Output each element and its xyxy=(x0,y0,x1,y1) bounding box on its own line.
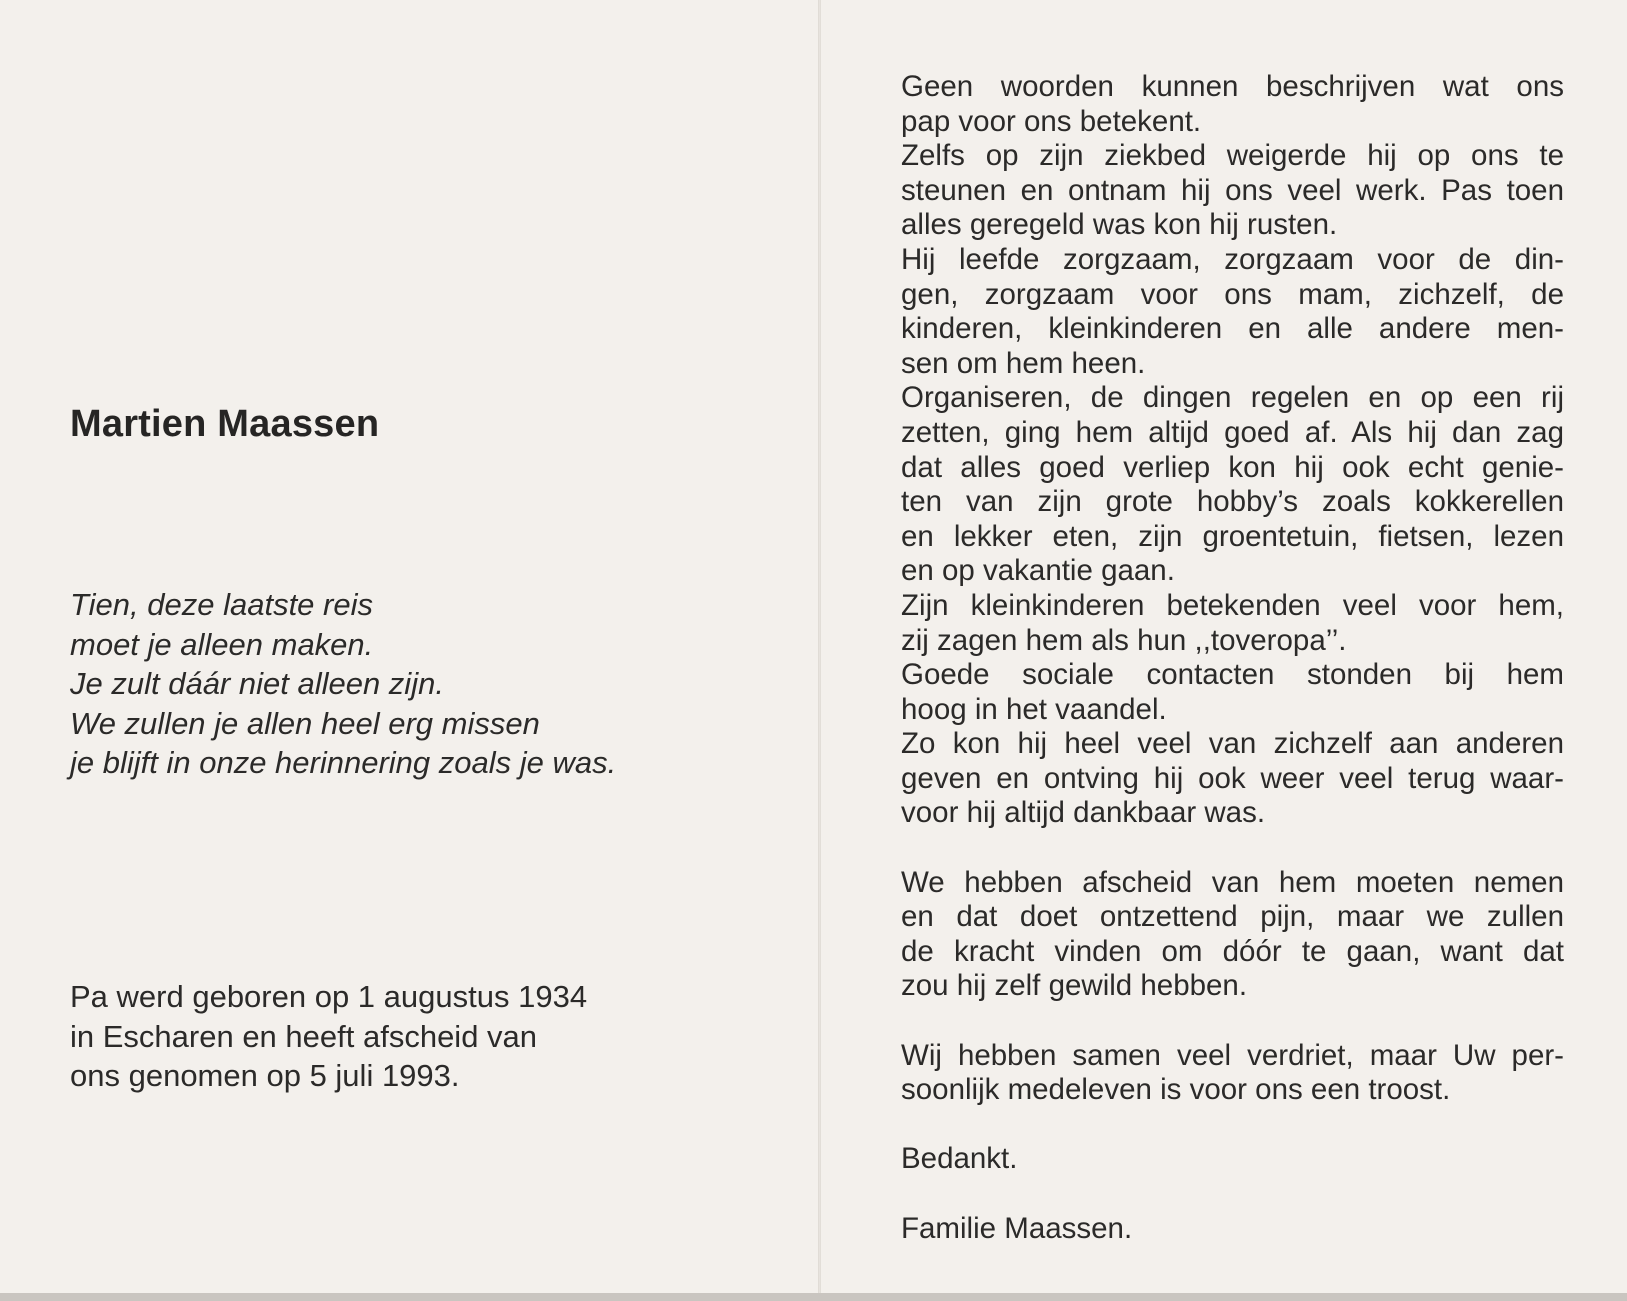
tribute-text xyxy=(901,70,1564,831)
text-line: ten van zijn grote hobby’s zoals kokkerellen xyxy=(901,485,1564,519)
text-line: zou hij zelf gewild hebben. xyxy=(901,969,1248,1003)
poem-line: We zullen je allen heel erg missen xyxy=(70,705,540,741)
poem xyxy=(70,585,616,783)
text-line: hoog in het vaandel. xyxy=(901,692,1167,726)
text-line: de kracht vinden om dóór te gaan, want dat xyxy=(901,934,1564,968)
text-line: zetten, ging hem altijd goed af. Als hij dan zag xyxy=(901,415,1564,449)
text-paragraph xyxy=(901,866,1564,1004)
text-line: Zo kon hij heel veel van zichzelf aan anderen xyxy=(901,727,1564,761)
text-line: en dat doet ontzettend pijn, maar we zullen xyxy=(901,900,1564,934)
text-line: Zijn kleinkinderen betekenden veel voor hem, xyxy=(901,588,1564,622)
text-line: steunen en ontnam hij ons veel werk. Pas toen xyxy=(901,173,1564,207)
birth-death-text xyxy=(70,977,587,1096)
text-line: Hij leefde zorgzaam, zorgzaam voor de din- xyxy=(901,242,1564,276)
birth-line: Pa werd geboren op 1 augustus 1934 xyxy=(70,979,588,1014)
birth-line: in Escharen en heeft afscheid van xyxy=(70,1018,538,1054)
text-line: en lekker eten, zijn groentetuin, fietsen, lezen xyxy=(901,519,1564,553)
family-signature: Familie Maassen. xyxy=(901,1211,1133,1245)
text-paragraph xyxy=(901,139,1564,243)
birth-line: ons genomen op 5 juli 1993. xyxy=(70,1058,460,1093)
text-paragraph xyxy=(901,727,1564,831)
text-line: Goede sociale contacten stonden bij hem xyxy=(901,658,1564,692)
text-line: gen, zorgzaam voor ons mam, zichzelf, de xyxy=(901,277,1564,311)
text-paragraph xyxy=(901,70,1564,139)
text-line: Zelfs op zijn ziekbed weigerde hij op ons te xyxy=(901,139,1564,173)
text-paragraph xyxy=(901,243,1564,381)
text-line: dat alles goed verliep kon hij ook echt genie- xyxy=(901,450,1564,484)
thanks-paragraph xyxy=(901,1142,1564,1177)
text-line: Geen woorden kunnen beschrijven wat ons xyxy=(901,70,1564,103)
text-line: Organiseren, de dingen regelen en op een rij xyxy=(901,381,1564,415)
deceased-name: Martien Maassen xyxy=(70,403,380,445)
text-line: zij zagen hem als hun ,,toveropa’’. xyxy=(901,623,1347,657)
closing-text xyxy=(901,866,1564,1108)
right-panel xyxy=(901,70,1564,1246)
text-line: Wij hebben samen veel verdriet, maar Uw per- xyxy=(901,1038,1564,1072)
text-line: alles geregeld was kon hij rusten. xyxy=(901,208,1338,242)
text-line: pap voor ons betekent. xyxy=(901,104,1202,138)
text-line: soonlijk medeleven is voor ons een troost. xyxy=(901,1073,1451,1107)
text-paragraph xyxy=(901,658,1564,727)
text-line: en op vakantie gaan. xyxy=(901,554,1175,588)
card-bottom-edge xyxy=(0,1293,1627,1301)
text-line: voor hij altijd dankbaar was. xyxy=(901,796,1266,830)
text-line: sen om hem heen. xyxy=(901,346,1146,380)
thanks-text: Bedankt. xyxy=(901,1142,1018,1176)
poem-line: moet je alleen maken. xyxy=(70,626,374,662)
poem-line: Je zult dáár niet alleen zijn. xyxy=(70,666,444,701)
poem-line: Tien, deze laatste reis xyxy=(70,587,373,622)
text-line: kinderen, kleinkinderen en alle andere men- xyxy=(901,312,1564,346)
card-fold xyxy=(818,0,821,1293)
poem-line: je blijft in onze herinnering zoals je was. xyxy=(70,745,617,780)
text-paragraph xyxy=(901,589,1564,658)
text-line: We hebben afscheid van hem moeten nemen xyxy=(901,865,1564,899)
text-paragraph xyxy=(901,1039,1564,1108)
signature-paragraph xyxy=(901,1212,1564,1247)
text-paragraph xyxy=(901,381,1564,589)
text-line: geven en ontving hij ook weer veel terug waar- xyxy=(901,761,1564,795)
